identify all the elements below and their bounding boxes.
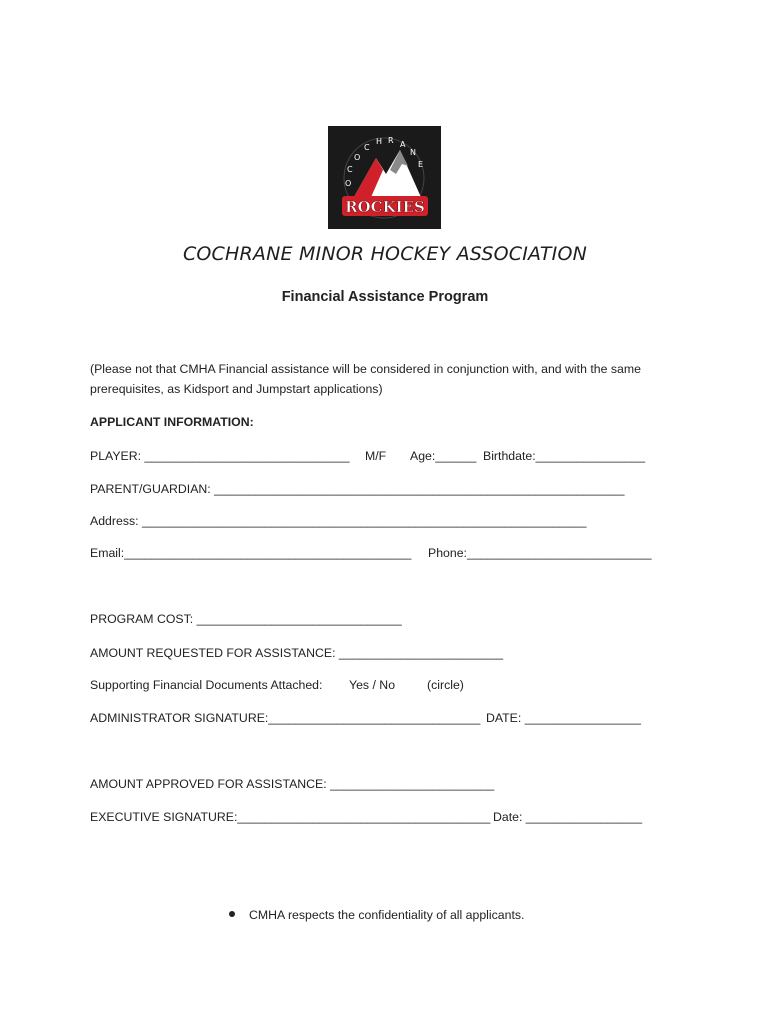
applicant-heading: APPLICANT INFORMATION:	[90, 415, 254, 429]
executive-signature-field[interactable]: EXECUTIVE SIGNATURE:_____________________________________	[90, 810, 491, 824]
intro-line-1: (Please not that CMHA Financial assistance will be considered in conjunction with, and with the same	[90, 362, 641, 376]
svg-text:ROCKIES: ROCKIES	[345, 198, 425, 216]
confidentiality-note: CMHA respects the confidentiality of all applicants.	[249, 908, 525, 922]
svg-text:O: O	[345, 179, 352, 188]
program-cost-field[interactable]: PROGRAM COST: ______________________________	[90, 612, 402, 626]
parent-guardian-field[interactable]: PARENT/GUARDIAN: ____________________________________________________________	[90, 482, 625, 496]
player-field[interactable]: PLAYER: ______________________________	[90, 449, 350, 463]
logo-name-text	[328, 144, 400, 161]
supporting-docs-label: Supporting Financial Documents Attached:	[90, 678, 323, 692]
svg-text:N: N	[410, 148, 416, 157]
svg-text:C: C	[347, 165, 353, 174]
amount-approved-field[interactable]: AMOUNT APPROVED FOR ASSISTANCE: ________________________	[90, 777, 495, 791]
svg-text:E: E	[418, 160, 424, 169]
age-field[interactable]: Age:______	[410, 449, 477, 463]
svg-text:R: R	[388, 136, 394, 145]
amount-requested-field[interactable]: AMOUNT REQUESTED FOR ASSISTANCE: ________________________	[90, 646, 504, 660]
email-field[interactable]: Email:__________________________________________	[90, 546, 412, 560]
administrator-signature-field[interactable]: ADMINISTRATOR SIGNATURE:_______________________________	[90, 711, 481, 725]
executive-date-field[interactable]: Date: _________________	[493, 810, 643, 824]
form-subtitle: Financial Assistance Program	[281, 289, 489, 305]
bullet-icon	[229, 911, 235, 917]
svg-text:H: H	[376, 137, 383, 146]
birthdate-field[interactable]: Birthdate:________________	[483, 449, 646, 463]
address-field[interactable]: Address: _________________________________________________________________	[90, 514, 587, 528]
svg-text:C: C	[364, 143, 370, 152]
phone-field[interactable]: Phone:___________________________	[428, 546, 652, 560]
intro-line-2: prerequisites, as Kidsport and Jumpstart applications)	[90, 382, 383, 396]
administrator-date-field[interactable]: DATE: _________________	[486, 711, 641, 725]
supporting-docs-note: (circle)	[427, 678, 464, 692]
gender-field[interactable]: M/F	[365, 449, 387, 463]
svg-text:A: A	[400, 140, 406, 149]
supporting-docs-options[interactable]: Yes / No	[349, 678, 396, 692]
cochrane-rockies-logo	[328, 126, 441, 229]
org-title: COCHRANE MINOR HOCKEY ASSOCIATION	[182, 243, 588, 265]
svg-text:O: O	[354, 153, 361, 162]
logo-ring-text	[328, 126, 420, 143]
